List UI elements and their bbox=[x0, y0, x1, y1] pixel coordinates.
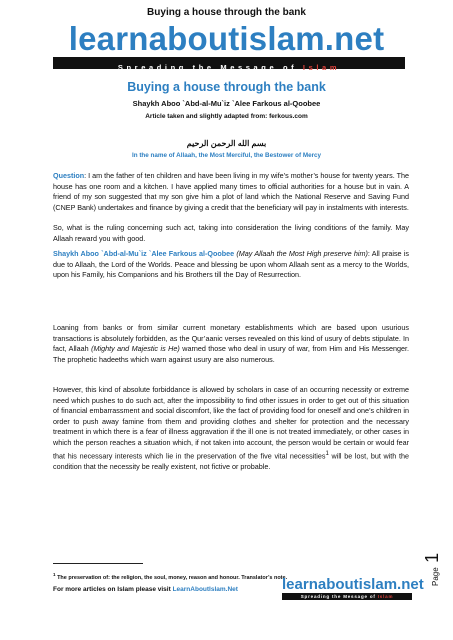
loan-text-b: warned those who deal in usury of war, from Him and His Messenger. The prophetic hadeeths which warn against usury are also numerous. bbox=[53, 344, 409, 364]
loan-note: (Mighty and Majestic is He) bbox=[91, 344, 180, 354]
tagline-prefix: Spreading the Message of bbox=[117, 63, 298, 72]
author-line: Shaykh Aboo `Abd-al-Mu`iz `Alee Farkous al-Qoobee bbox=[132, 99, 321, 108]
answer-intro-paragraph bbox=[53, 249, 409, 281]
footer-logo-text: learnaboutislam.net bbox=[282, 576, 424, 593]
necessity-text-a: However, this kind of absolute forbiddance is allowed by scholars in case of an occurring necessity or extreme need which pushes to do such act, after the impossibility to find other issues in order to get out of this situation of financial embarrassment and social discomfort, like the fact of providing food for oneself and one’s children in order to push away famine from them and providing clothes and shelter for protection and the necessary treatment in which there is a fear of illness aggravation if the ill one is not treated immediately, or other cases in which the person reaches a situation which, if not taken into account, the person would be certain or would fear that his necessary interests which lie in the preservation of the five vital necessities bbox=[53, 385, 409, 460]
basmala-english: In the name of Allaah, the Most Merciful, the Bestower of Mercy bbox=[131, 152, 322, 159]
answer-author: Shaykh Aboo `Abd-al-Mu`iz `Alee Farkous al-Qoobee bbox=[53, 249, 235, 258]
page-number-rotated bbox=[422, 546, 442, 586]
page-number: 1 bbox=[422, 552, 442, 563]
footer-link[interactable]: LearnAboutIslam.Net bbox=[172, 586, 238, 593]
tagline-accent: Islam bbox=[302, 63, 341, 72]
footer-tagline-accent: Islam bbox=[377, 594, 394, 599]
footnote-divider bbox=[53, 563, 143, 564]
footer-logo bbox=[282, 576, 424, 600]
running-title: Buying a house through the bank bbox=[147, 7, 306, 18]
necessity-text-b: will be lost, but with the condition that the necessity be really existent, not fictive or probable. bbox=[53, 450, 410, 471]
page-title: Buying a house through the bank bbox=[127, 80, 326, 94]
question-paragraph bbox=[53, 171, 409, 213]
answer-author-note: (May Allaah the Most High preserve him) bbox=[236, 249, 368, 258]
footnote bbox=[53, 572, 287, 581]
question-followup: So, what is the ruling concerning such act, taking into consideration the living conditions of the family. May Allaah reward you with good. bbox=[53, 223, 409, 243]
loan-text-a: Loaning from banks or from similar current monetary establishments which are based upon usurious transactions is absolutely forbidden, as the Qur’aanic verses revealed on this kind of usury of debts stipulate. In fact, Allaah bbox=[53, 323, 409, 354]
footer-more-articles bbox=[53, 586, 238, 593]
tagline-bar bbox=[53, 57, 405, 72]
source-line: Article taken and slightly adapted from: ferkous.com bbox=[145, 113, 308, 120]
footer-logo-tagline bbox=[282, 593, 412, 600]
tagline bbox=[118, 63, 340, 72]
page-label: Page bbox=[431, 567, 440, 586]
footnote-number: 1 bbox=[53, 572, 56, 577]
necessity-paragraph bbox=[53, 385, 409, 472]
footer-tagline-prefix: Spreading the Message of bbox=[300, 594, 378, 599]
answer-intro: : All praise is due to Allaah, the Lord of the Worlds. Peace and blessing be upon whom Allaah sent as a mercy to the Worlds, upon his Family, his Companions and his Brothers till the Day of Resurrection. bbox=[53, 249, 410, 280]
footnote-text: The preservation of: the religion, the soul, money, reason and honour. Translator’s note. bbox=[55, 574, 288, 581]
footnote-ref: 1 bbox=[325, 450, 329, 457]
footer-more-text: For more articles on Islam please visit bbox=[53, 586, 173, 593]
loan-paragraph bbox=[53, 323, 409, 365]
question-label: Question bbox=[53, 171, 85, 180]
question-text: : I am the father of ten children and have been living in my wife’s mother’s house for twenty years. The house has one room and a kitchen. I have applied many times to official authorities for a house but in vain. A friend of my son suggested that my son give him a plot of land which the National Reserve and Saving Fund (CNEP Bank) undertakes and finance by giving a credit that the beneficiary will pay in instalments with interests. bbox=[53, 171, 409, 212]
page-number-block bbox=[412, 552, 442, 596]
basmala-arabic: بسم الله الرحمن الرحيم bbox=[186, 139, 267, 148]
site-logo: learnaboutislam.net bbox=[68, 20, 385, 57]
